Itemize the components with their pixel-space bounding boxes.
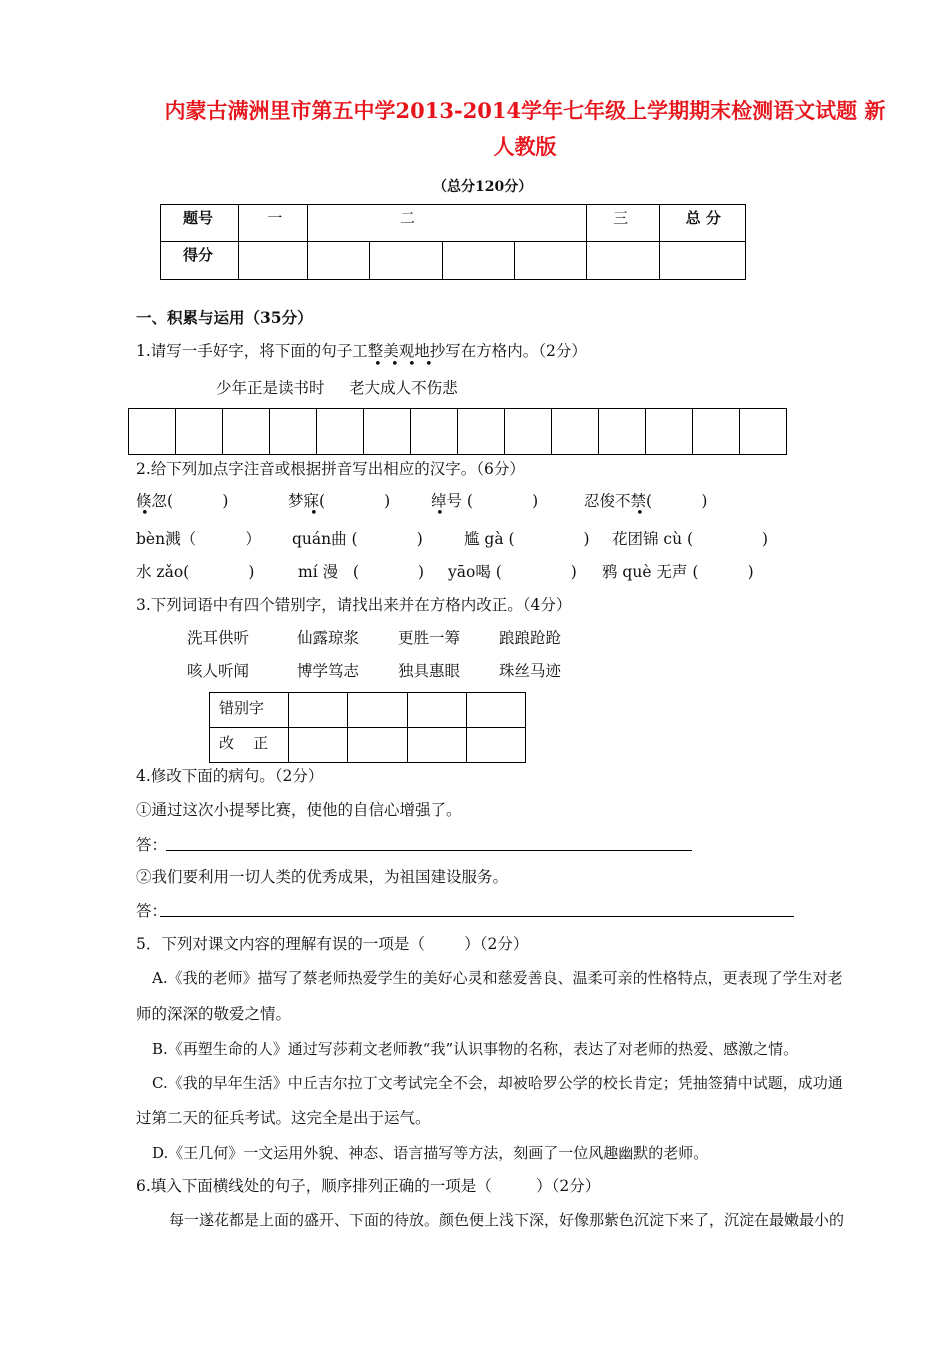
score-table-cell: 二	[307, 205, 586, 242]
q2-item: quán曲 ( )	[292, 530, 423, 548]
emphasis-dot: •	[436, 506, 444, 521]
q3-word: 踉踉跄跄	[499, 629, 562, 647]
q3-word: 珠丝马迹	[499, 662, 562, 680]
writing-cell[interactable]	[646, 409, 693, 455]
score-table-cell: 总 分	[659, 205, 745, 242]
correction-cell[interactable]	[348, 728, 407, 763]
q6-passage: 每一遂花都是上面的盛开、下面的待放。颜色便上浅下深，好像那紫色沉淀下来了，沉淀在最嫩最小的	[169, 1211, 845, 1229]
q5-option-a-cont: 师的深深的敬爱之情。	[136, 1005, 292, 1023]
q4-sentence1: ①通过这次小提琴比赛，使他的自信心增强了。	[136, 801, 462, 819]
writing-cell[interactable]	[223, 409, 270, 455]
q1-sentence: 少年正是读书时 老大成人不伤悲	[216, 379, 458, 397]
q2-item: 忍俊不禁( )	[584, 492, 708, 510]
q4-sentence2: ②我们要利用一切人类的优秀成果，为祖国建设服务。	[136, 868, 509, 886]
q4-answer2-label: 答：	[136, 902, 168, 920]
score-table-cell: 三	[587, 205, 660, 242]
q2-item: bèn溅（ ）	[136, 530, 261, 548]
score-table-cell: 得分	[161, 242, 239, 280]
q5-option-a: A.《我的老师》描写了蔡老师热爱学生的美好心灵和慈爱善良、温柔可亲的性格特点，更表现了学生对老	[152, 969, 843, 987]
correction-label-cell: 错别字	[210, 693, 289, 728]
q5-option-c-cont: 过第二天的征兵考试。这完全是出于运气。	[136, 1109, 431, 1127]
writing-cell[interactable]	[693, 409, 740, 455]
writing-cell[interactable]	[176, 409, 223, 455]
writing-cell[interactable]	[458, 409, 505, 455]
q2-item: 尴 gà ( )	[464, 530, 590, 548]
q5-text: 5．下列对课文内容的理解有误的一项是（ ）（2分）	[136, 935, 529, 953]
score-table-cell[interactable]	[587, 242, 660, 280]
writing-cell[interactable]	[129, 409, 176, 455]
correction-cell[interactable]	[289, 728, 348, 763]
correction-cell[interactable]	[348, 693, 407, 728]
q2-item: 倏忽( )	[136, 492, 229, 510]
q3-word: 更胜一筹	[398, 629, 461, 647]
writing-cell[interactable]	[317, 409, 364, 455]
q5-option-b: B.《再塑生命的人》通过写莎莉文老师教“我”认识事物的名称，表达了对老师的热爱、感激之情。	[152, 1040, 799, 1058]
correction-table	[209, 692, 526, 763]
exam-title-line1: 内蒙古满洲里市第五中学2013-2014学年七年级上学期期末检测语文试题 新	[164, 98, 886, 123]
exam-title-line2: 人教版	[493, 134, 557, 159]
score-table-cell[interactable]	[370, 242, 442, 280]
q4-text: 4.修改下面的病句。（2分）	[136, 767, 324, 785]
emphasis-dot: •	[636, 506, 644, 521]
correction-cell[interactable]	[466, 693, 525, 728]
q2-item: mí 漫 ( )	[298, 563, 425, 581]
q2-text: 2.给下列加点字注音或根据拼音写出相应的汉字。（6分）	[136, 460, 525, 478]
score-table-cell[interactable]	[442, 242, 514, 280]
emphasis-dot: •	[425, 357, 433, 372]
correction-cell[interactable]	[289, 693, 348, 728]
q1-text: 1.请写一手好字，将下面的句子工整美观地抄写在方格内。（2分）	[136, 342, 587, 360]
q5-option-d: D.《王几何》一文运用外貌、神态、语言描写等方法，刻画了一位风趣幽默的老师。	[152, 1144, 709, 1162]
q3-word: 独具惠眼	[398, 662, 461, 680]
writing-cell[interactable]	[411, 409, 458, 455]
section1-heading: 一、积累与运用（35分）	[136, 308, 313, 327]
score-table-cell[interactable]	[307, 242, 369, 280]
q3-word: 仙露琼浆	[297, 629, 360, 647]
score-table-cell[interactable]	[514, 242, 586, 280]
q6-text: 6.填入下面横线处的句子，顺序排列正确的一项是（ ）（2分）	[136, 1177, 601, 1195]
total-score: （总分120分）	[433, 179, 533, 195]
score-table-cell[interactable]	[659, 242, 745, 280]
q2-item: 鸦 què 无声 ( )	[602, 563, 754, 581]
q2-item: 梦寐( )	[288, 492, 391, 510]
answer-line-1[interactable]	[166, 850, 692, 851]
q2-item: 绰号 ( )	[431, 492, 539, 510]
emphasis-dot: •	[391, 357, 399, 372]
score-table-cell: 一	[239, 205, 308, 242]
writing-cell[interactable]	[270, 409, 317, 455]
correction-label-cell: 改 正	[210, 728, 289, 763]
correction-cell[interactable]	[407, 693, 466, 728]
emphasis-dot: •	[141, 506, 149, 521]
writing-cell[interactable]	[364, 409, 411, 455]
q4-answer1-label: 答：	[136, 836, 168, 854]
q3-text: 3.下列词语中有四个错别字，请找出来并在方格内改正。（4分）	[136, 596, 572, 614]
emphasis-dot: •	[374, 357, 382, 372]
q3-word: 咳人听闻	[187, 662, 250, 680]
q5-option-c: C.《我的早年生活》中丘吉尔拉丁文考试完全不会，却被哈罗公学的校长肯定；凭抽签猜中试题，成功通	[152, 1074, 843, 1092]
writing-cell[interactable]	[599, 409, 646, 455]
q2-item: 水 zǎo( )	[136, 563, 255, 581]
writing-grid	[128, 408, 787, 455]
emphasis-dot: •	[408, 357, 416, 372]
q2-item: 花团锦 cù ( )	[612, 530, 769, 548]
writing-cell[interactable]	[505, 409, 552, 455]
q3-word: 洗耳供听	[187, 629, 250, 647]
q2-item: yāo喝 ( )	[448, 563, 577, 581]
writing-cell[interactable]	[552, 409, 599, 455]
score-table	[160, 204, 746, 280]
emphasis-dot: •	[310, 506, 318, 521]
writing-cell[interactable]	[740, 409, 787, 455]
correction-cell[interactable]	[407, 728, 466, 763]
correction-cell[interactable]	[466, 728, 525, 763]
answer-line-2[interactable]	[160, 916, 794, 917]
q3-word: 博学笃志	[297, 662, 360, 680]
score-table-cell: 题号	[161, 205, 239, 242]
score-table-cell[interactable]	[239, 242, 308, 280]
